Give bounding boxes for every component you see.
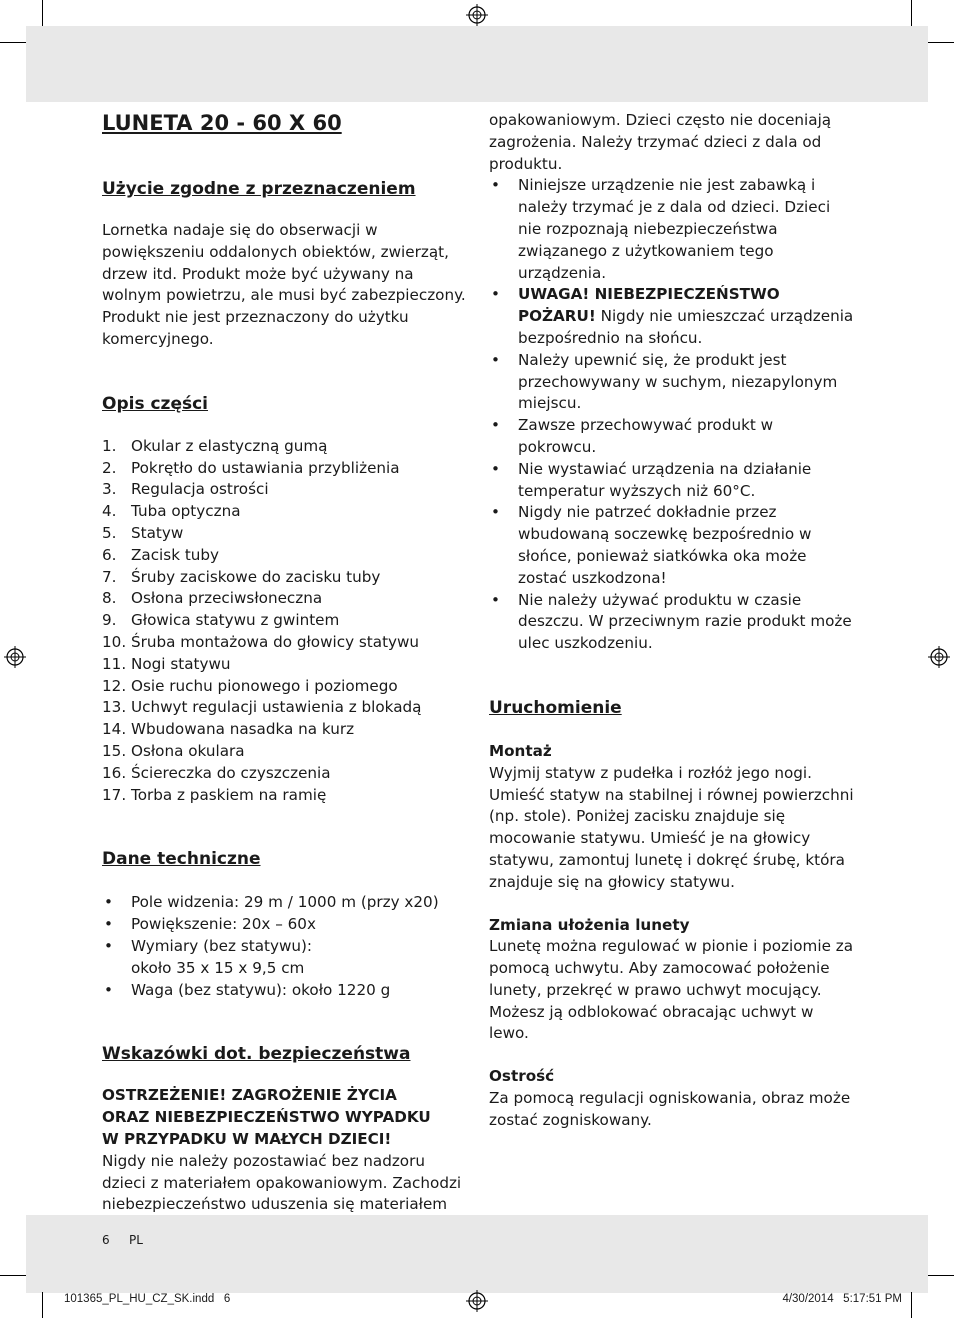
safety-text — [518, 459, 855, 503]
part-label: Osłona okulara — [131, 741, 245, 760]
section-title: Zmiana ułożenia lunety — [489, 915, 690, 934]
tech-item — [102, 892, 466, 914]
tech-text: Pole widzenia: 29 m / 1000 m (przy x20) — [131, 893, 439, 912]
crop-mark — [0, 42, 26, 43]
crop-mark — [0, 1275, 26, 1276]
part-label: Śruby zaciskowe do zacisku tuby — [131, 567, 381, 586]
bullet-icon: • — [491, 350, 500, 369]
part-number: 17. — [102, 785, 127, 804]
footer-band — [26, 1215, 928, 1293]
section-text: Wyjmij statyw z pudełka i rozłóż jego nogi. Umieść statyw na stabilnej i równej powierzchni (np. stole). Poniżej zacisku znajduje się mocowanie statywu. Umieść je na głowicy statywu, zamontuj lunetę i dokręć śrubę, która znajduje się na głowicy statywu. — [489, 763, 854, 891]
part-item — [102, 719, 466, 741]
section-text: Lunetę można regulować w pionie i poziomie za pomocą uchwytu. Aby zamocować położenie lunety, przekręć w prawo uchwyt mocujący. Możesz ją odblokować obracając uchwyt w lewo. — [489, 937, 854, 1043]
tech-list — [102, 892, 466, 1001]
bullet-icon: • — [104, 936, 113, 955]
right-column — [489, 110, 859, 1132]
part-label: Śruba montażowa do głowicy statywu — [131, 632, 420, 651]
registration-mark-icon — [466, 1290, 488, 1312]
safety-continued-text: opakowaniowym. Dzieci często nie doceniają zagrożenia. Należy trzymać dzieci z dala od produktu. — [489, 111, 832, 173]
bullet-icon: • — [491, 176, 500, 195]
safety-item-text: Nie należy używać produktu w czasie deszczu. W przeciwnym razie produkt może ulec uszkodzeniu. — [518, 590, 857, 653]
startup-section — [489, 1066, 855, 1131]
safety-item-text: Nie wystawiać urządzenia na działanie temperatur wyższych niż 60°C. — [518, 459, 817, 500]
safety-item-text: Niniejsze urządzenie nie jest zabawką i należy trzymać je z dala od dzieci. Dzieci nie rozpoznają niebezpieczeństwa związanego z użytkowaniem tego urządzenia. — [518, 176, 836, 282]
part-number: 7. — [102, 567, 117, 586]
crop-mark — [928, 1275, 954, 1276]
startup-heading: Uruchomienie — [489, 697, 622, 718]
bullet-icon: • — [491, 459, 500, 478]
part-label: Torba z paskiem na ramię — [131, 785, 327, 804]
part-item — [102, 610, 466, 632]
document-title: LUNETA 20 - 60 X 60 — [102, 111, 342, 135]
part-label: Regulacja ostrości — [131, 480, 269, 499]
timestamp-slug: 4/30/2014 5:17:51 PM — [782, 1293, 902, 1305]
safety-item — [489, 350, 855, 415]
safety-text — [518, 415, 855, 459]
registration-mark-icon — [466, 4, 488, 26]
safety-warning-line: ORAZ NIEBEZPIECZEŃSTWO WYPADKU — [102, 1108, 431, 1127]
part-item — [102, 654, 466, 676]
tech-text: Wymiary (bez statywu): około 35 x 15 x 9,5 cm — [131, 936, 313, 977]
crop-mark — [911, 1292, 912, 1318]
part-number: 11. — [102, 654, 127, 673]
crop-mark — [42, 1292, 43, 1318]
part-item — [102, 588, 466, 610]
startup-section — [489, 741, 855, 894]
bullet-icon: • — [491, 590, 500, 609]
part-number: 15. — [102, 741, 127, 760]
part-item — [102, 763, 466, 785]
parts-list — [102, 436, 466, 807]
part-item — [102, 697, 466, 719]
startup-section — [489, 915, 855, 1046]
tech-item — [102, 914, 466, 936]
part-number: 8. — [102, 589, 117, 608]
bullet-icon: • — [104, 980, 113, 999]
safety-list — [489, 175, 859, 655]
bullet-icon: • — [491, 285, 500, 304]
part-item — [102, 785, 466, 807]
part-number: 2. — [102, 458, 117, 477]
safety-item — [489, 415, 855, 459]
safety-item-text: Nigdy nie patrzeć dokładnie przez wbudowaną soczewkę bezpośrednio w słońce, ponieważ siatkówka oka może zostać uszkodzona! — [518, 503, 817, 587]
registration-mark-icon — [928, 646, 950, 668]
safety-item-text: Zawsze przechowywać produkt w pokrowcu. — [518, 416, 778, 456]
intended-use-text: Lornetka nadaje się do obserwacji w powiększeniu oddalonych obiektów, zwierząt, drzew itd. Produkt może być używany na wolnym powietrzu, ale musi być zabezpieczony. Produkt nie jest przeznaczony do użytku komercyjnego. — [102, 221, 466, 348]
page-number: 6 — [102, 1233, 110, 1247]
safety-text — [518, 284, 859, 349]
safety-warning-line: OSTRZEŻENIE! ZAGROŻENIE ŻYCIA — [102, 1086, 397, 1105]
part-label: Nogi statywu — [131, 654, 231, 673]
part-number: 13. — [102, 698, 127, 717]
part-item — [102, 545, 466, 567]
part-label: Osłona przeciwsłoneczna — [131, 589, 323, 608]
safety-text — [518, 350, 855, 415]
part-number: 6. — [102, 545, 117, 564]
part-item — [102, 458, 466, 480]
crop-mark — [911, 0, 912, 26]
tech-text: Powiększenie: 20x – 60x — [131, 915, 316, 934]
safety-text — [518, 590, 855, 655]
tech-text: Waga (bez statywu): około 1220 g — [131, 980, 391, 999]
safety-warning-text: Nigdy nie należy pozostawiać bez nadzoru dzieci z materiałem opakowaniowym. Zachodzi niebezpieczeństwo uduszenia się materiałem — [102, 1151, 462, 1214]
parts-heading: Opis części — [102, 393, 209, 414]
intended-use-heading: Użycie zgodne z przeznaczeniem — [102, 179, 416, 199]
safety-warning-bold: UWAGA! NIEBEZPIECZEŃSTWO POŻARU! — [518, 285, 780, 326]
crop-mark — [928, 42, 954, 43]
tech-heading: Dane techniczne — [102, 849, 261, 870]
safety-item — [489, 590, 855, 655]
part-item — [102, 501, 466, 523]
header-band — [26, 26, 928, 102]
section-title: Ostrość — [489, 1067, 555, 1086]
part-number: 16. — [102, 763, 127, 782]
language-code: PL — [129, 1233, 143, 1247]
part-label: Uchwyt regulacji ustawienia z blokadą — [131, 698, 422, 717]
part-item — [102, 741, 466, 763]
part-label: Ściereczka do czyszczenia — [131, 763, 331, 782]
part-number: 5. — [102, 523, 117, 542]
part-label: Wbudowana nasadka na kurz — [131, 720, 355, 739]
section-text: Za pomocą regulacji ogniskowania, obraz może zostać zogniskowany. — [489, 1089, 851, 1129]
safety-heading: Wskazówki dot. bezpieczeństwa — [102, 1044, 411, 1065]
part-item — [102, 567, 466, 589]
part-number: 1. — [102, 436, 117, 455]
part-item — [102, 523, 466, 545]
tech-item — [102, 980, 466, 1002]
part-item — [102, 632, 466, 654]
bullet-icon: • — [491, 503, 500, 522]
safety-warning-line: W PRZYPADKU W MAŁYCH DZIECI! — [102, 1129, 392, 1148]
safety-item — [489, 502, 855, 589]
registration-mark-icon — [4, 646, 26, 668]
part-number: 12. — [102, 676, 127, 695]
part-number: 4. — [102, 502, 117, 521]
part-label: Głowica statywu z gwintem — [131, 611, 340, 630]
part-item — [102, 479, 466, 501]
part-number: 14. — [102, 720, 127, 739]
safety-item — [489, 284, 859, 349]
bullet-icon: • — [491, 416, 500, 435]
tech-item — [102, 936, 466, 980]
part-number: 3. — [102, 480, 117, 499]
file-slug: 101365_PL_HU_CZ_SK.indd 6 — [64, 1293, 231, 1305]
part-item — [102, 436, 466, 458]
part-label: Tuba optyczna — [131, 502, 241, 521]
bullet-icon: • — [104, 893, 113, 912]
part-item — [102, 676, 466, 698]
part-label: Statyw — [131, 523, 184, 542]
section-title: Montaż — [489, 741, 552, 760]
part-label: Zacisk tuby — [131, 545, 220, 564]
safety-item — [489, 459, 855, 503]
part-number: 9. — [102, 611, 117, 630]
safety-item-text: Należy upewnić się, że produkt jest przechowywany w suchym, niezapylonym miejscu. — [518, 350, 843, 413]
part-label: Pokrętło do ustawiania przybliżenia — [131, 458, 400, 477]
crop-mark — [42, 0, 43, 26]
left-column — [102, 110, 466, 1216]
part-label: Okular z elastyczną gumą — [131, 436, 328, 455]
safety-text — [518, 175, 855, 284]
part-number: 10. — [102, 632, 127, 651]
safety-item — [489, 175, 855, 284]
bullet-icon: • — [104, 915, 113, 934]
safety-item-text: Nigdy nie umieszczać urządzenia bezpośrednio na słońcu. — [518, 307, 859, 347]
part-label: Osie ruchu pionowego i poziomego — [131, 676, 398, 695]
safety-text — [518, 502, 855, 589]
